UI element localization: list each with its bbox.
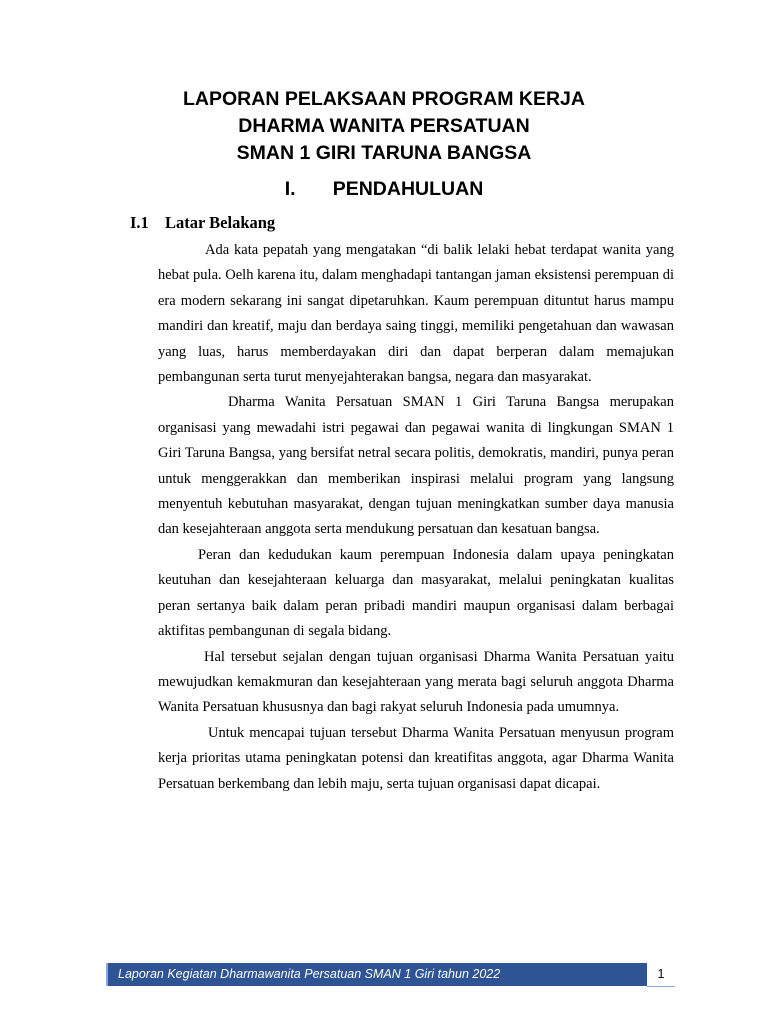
paragraph-4: Hal tersebut sejalan dengan tujuan organisasi Dharma Wanita Persatuan yaitu mewujudkan kemakmuran dan kesejahteraan yang merata bagi seluruh anggota Dharma Wanita Persatuan khususnya dan bagi rakyat seluruh Indonesia pada umumnya. [158, 648, 674, 716]
paragraph-5: Untuk mencapai tujuan tersebut Dharma Wanita Persatuan menyusun program kerja prioritas utama peningkatan potensi dan kreatifitas anggota, agar Dharma Wanita Persatuan berkembang dan lebih maju, serta tujuan organisasi dapat dicapai. [158, 724, 674, 792]
footer-text: Laporan Kegiatan Dharmawanita Persatuan SMAN 1 Giri tahun 2022 [118, 967, 501, 981]
title-line-1: LAPORAN PELAKSAAN PROGRAM KERJA [183, 88, 585, 110]
paragraph-2: Dharma Wanita Persatuan SMAN 1 Giri Taruna Bangsa merupakan organisasi yang mewadahi istri pegawai dan pegawai wanita di lingkungan SMAN 1 Giri Taruna Bangsa, yang bersifat netral secara politis, demokratis, mandiri, punya peran untuk menggerakkan dan memberikan inspirasi melalui program yang langsung menyentuh kebutuhan masyarakat, dengan tujuan meningkatkan sumber daya manusia dan kesejahteraan anggota serta mendukung persatuan dan kesatuan bangsa. [158, 394, 674, 538]
section-heading [0, 176, 768, 203]
subsection-heading [130, 211, 275, 235]
subsection-number: I.1 [130, 213, 149, 232]
title-line-3: SMAN 1 GIRI TARUNA BANGSA [236, 142, 532, 164]
footer-bar [106, 963, 649, 986]
section-number: I. [284, 178, 296, 200]
subsection-title: Latar Belakang [165, 213, 276, 232]
title-line-2: DHARMA WANITA PERSATUAN [238, 115, 530, 137]
paragraph-1: Ada kata pepatah yang mengatakan “di balik lelaki hebat terdapat wanita yang hebat pula. Oelh karena itu, dalam menghadapi tantangan jaman eksistensi perempuan di era modern sekarang ini sangat dipetaruhkan. Kaum perempuan dituntut harus mampu mandiri dan kreatif, maju dan berdaya saing tinggi, memiliki pengetahuan dan wawasan yang luas, harus memberdayakan diri dan dapat berperan dalam memajukan pembangunan serta turut menyejahterakan bangsa, negara dan masyarakat. [158, 242, 674, 386]
paragraph-3: Peran dan kedudukan kaum perempuan Indonesia dalam upaya peningkatan keutuhan dan kesejahteraan keluarga dan masyarakat, melalui peningkatan kualitas peran sertanya baik dalam peran pribadi mandiri maupun organisasi dalam berbagai aktifitas pembangunan di segala bidang. [158, 546, 674, 640]
document-title [0, 86, 768, 167]
body-text [158, 238, 674, 797]
section-title: PENDAHULUAN [332, 178, 484, 200]
page-number: 1 [647, 963, 675, 987]
